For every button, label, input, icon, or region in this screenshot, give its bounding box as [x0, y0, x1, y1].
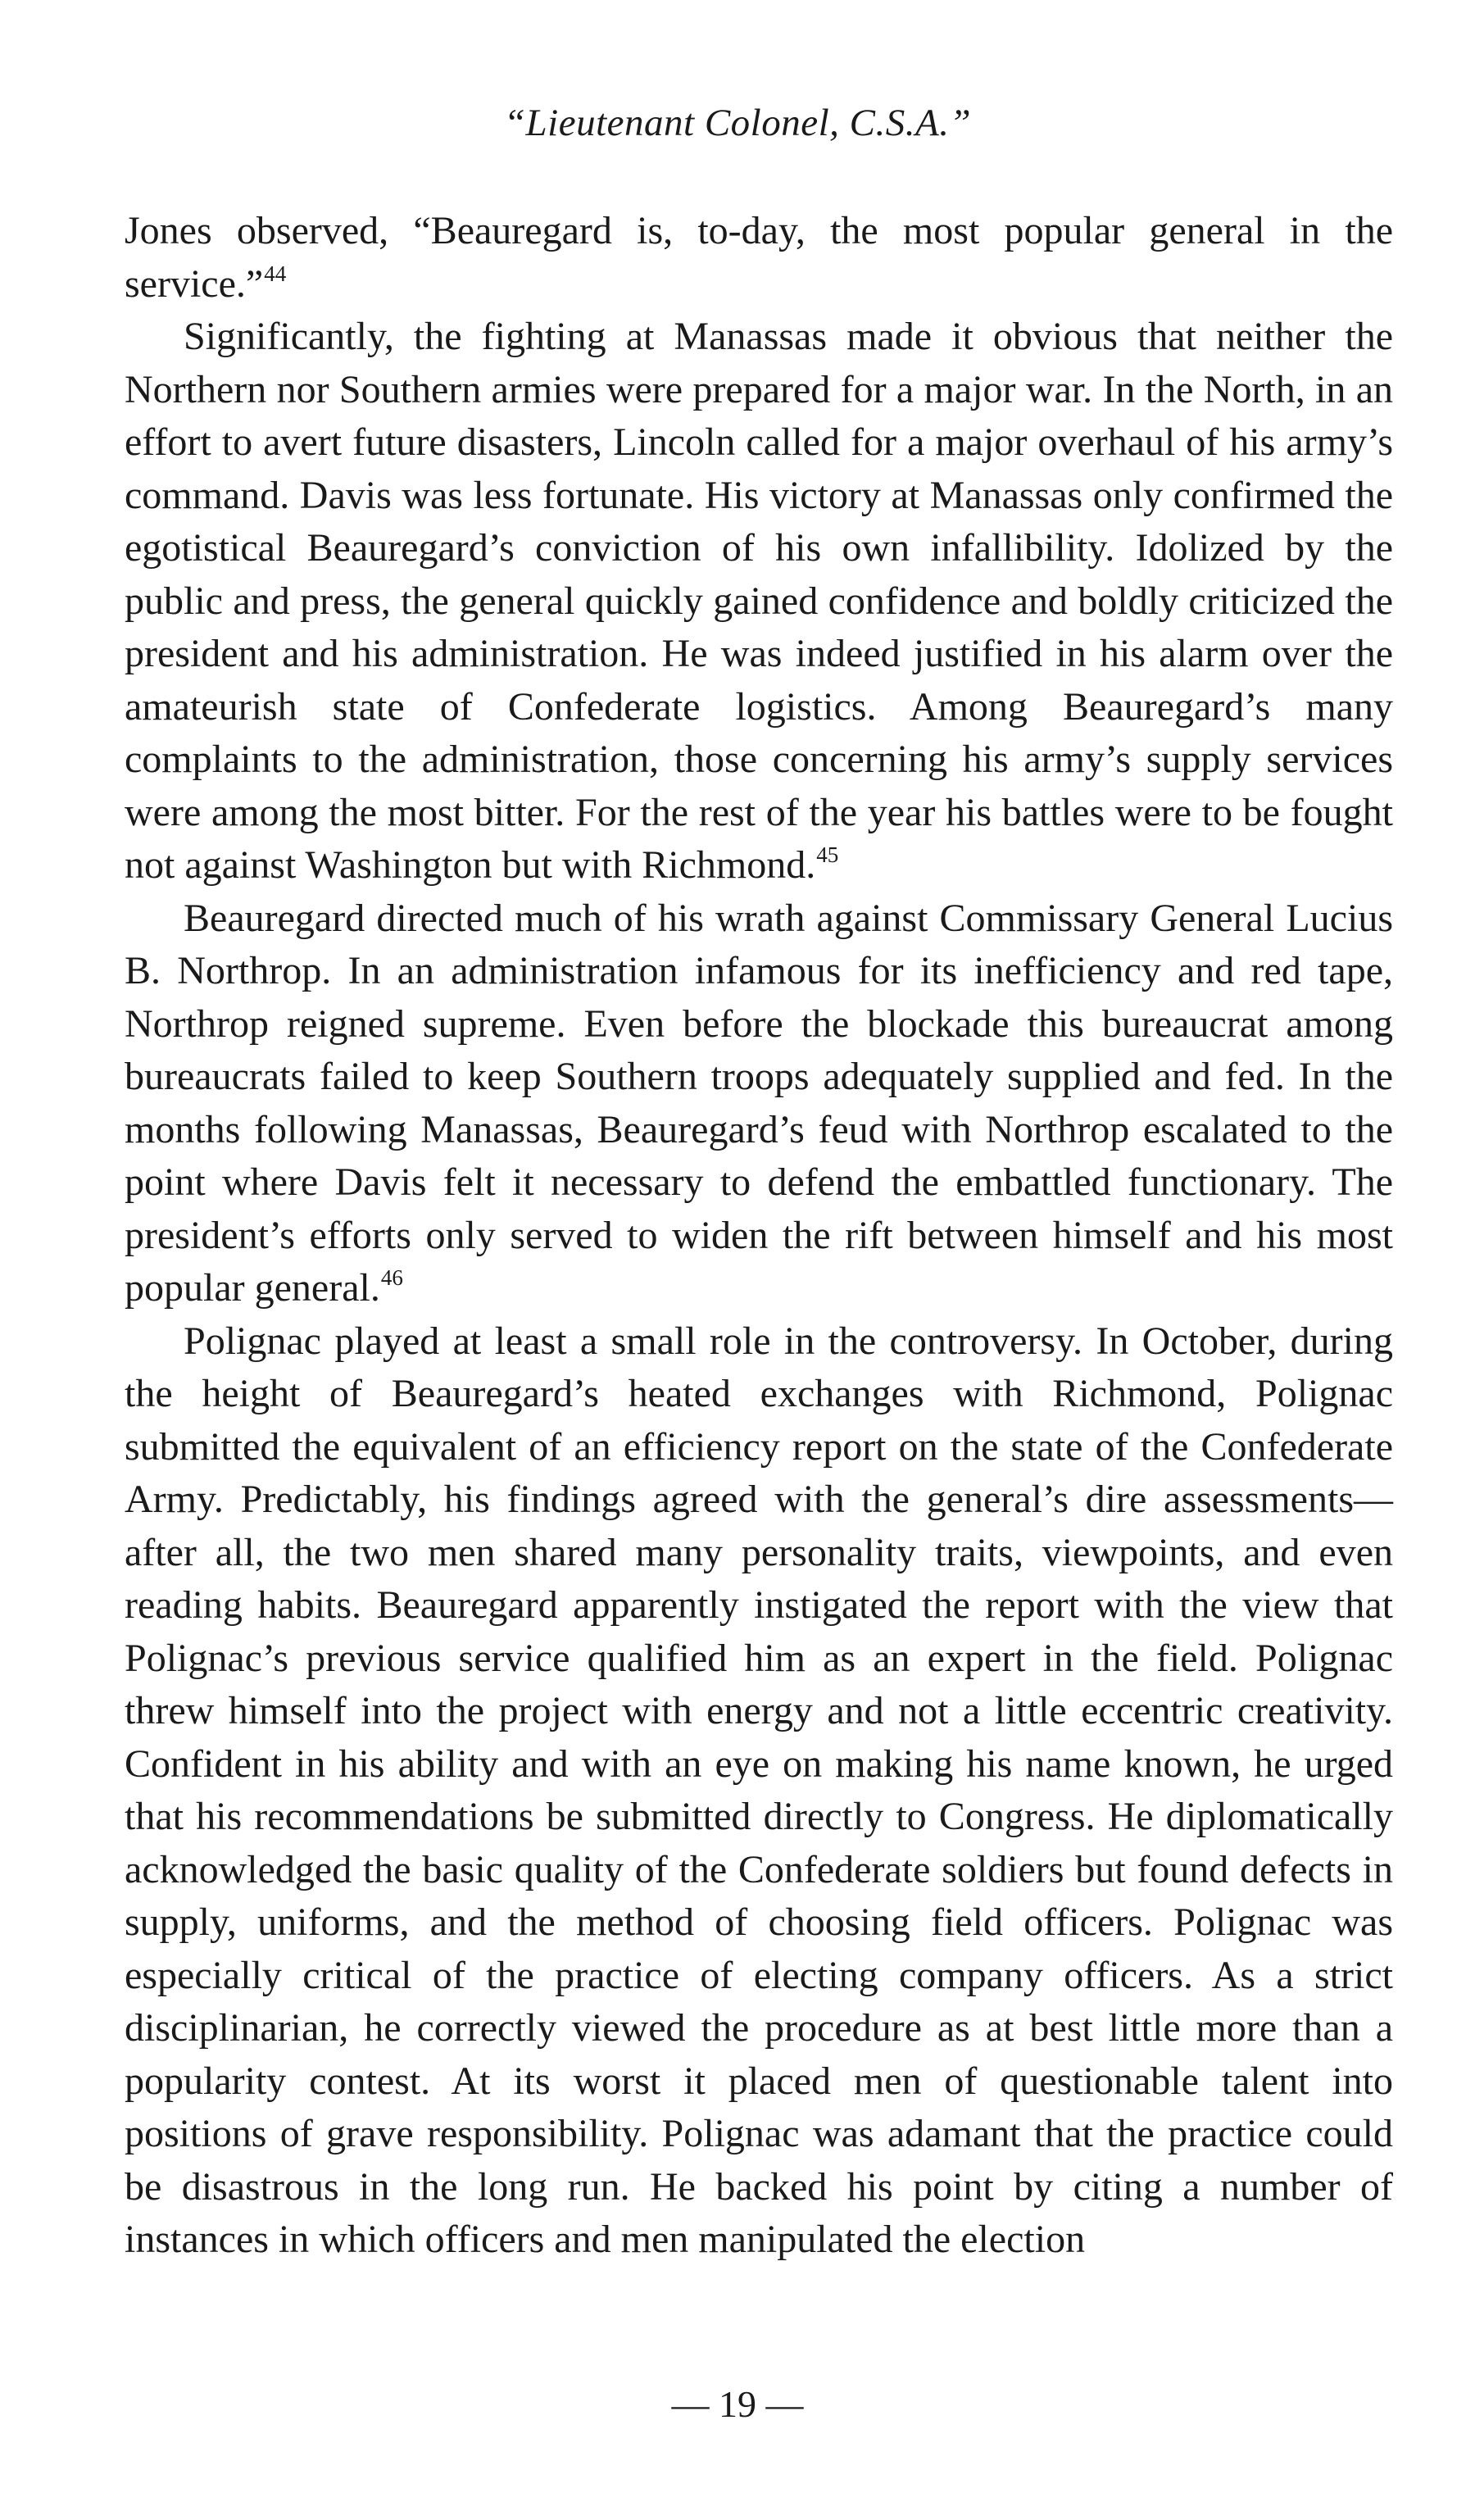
- footnote-ref: 44: [264, 261, 287, 286]
- paragraph: [125, 1315, 1393, 2267]
- paragraph: [125, 311, 1393, 892]
- footnote-ref: 46: [380, 1265, 403, 1290]
- paragraph-text: Beauregard directed much of his wrath against Commissary General Lucius B. Northrop. In an administration infamous for its inefficiency and red tape, Northrop reigned supreme. Even before the blockade this bureaucrat among bureaucrats failed to keep Southern troops adequately supplied and fed. In the months following Manassas, Beauregard’s feud with Northrop escalated to the point where Davis felt it necessary to defend the embattled functionary. The president’s efforts only served to widen the rift between himself and his most popular general.: [125, 896, 1393, 1310]
- paragraph: [125, 892, 1393, 1315]
- running-head-title: “Lieutenant Colonel, C.S.A.”: [503, 102, 972, 144]
- paragraph-text: Significantly, the fighting at Manassas made it obvious that neither the Northern nor Southern armies were prepared for a major war. In the North, in an effort to avert future disasters, Lincoln called for a major overhaul of his army’s command. Davis was less fortunate. His victory at Manassas only confirmed the egotistical Beauregard’s conviction of his own infallibility. Idolized by the public and press, the general quickly gained confidence and boldly criticized the president and his administration. He was indeed justified in his alarm over the amateurish state of Confederate logistics. Among Beauregard’s many complaints to the administration, those concerning his army’s supply services were among the most bitter. For the rest of the year his battles were to be fought not against Washington but with Richmond.: [125, 315, 1393, 887]
- paragraph-continued: [125, 205, 1393, 311]
- page-number: — 19 —: [671, 2383, 804, 2425]
- paragraph-text: Jones observed, “Beauregard is, to-day, the most popular general in the service.”: [125, 209, 1393, 306]
- paragraph-text: Polignac played at least a small role in the controversy. In October, during the height of Beauregard’s heated exchanges with Richmond, Polignac submitted the equivalent of an efficiency report on the state of the Confederate Army. Predictably, his findings agreed with the general’s dire assessments—after all, the two men shared many personality traits, viewpoints, and even reading habits. Beauregard apparently instigated the report with the view that Polignac’s previous service qualified him as an expert in the field. Polignac threw himself into the project with energy and not a little eccentric creativity. Confident in his ability and with an eye on making his name known, he urged that his recommendations be submitted directly to Congress. He diplomatically acknowledged the basic quality of the Confederate soldiers but found defects in supply, uniforms, and the method of choosing field officers. Polignac was especially critical of the practice of electing company officers. As a strict disciplinarian, he correctly viewed the procedure as at best little more than a popularity contest. At its worst it placed men of questionable talent into positions of grave responsibility. Polignac was adamant that the practice could be disastrous in the long run. He backed his point by citing a number of instances in which officers and men manipulated the election: [125, 1319, 1393, 2261]
- body-text: [125, 205, 1393, 2267]
- footnote-ref: 45: [816, 842, 839, 867]
